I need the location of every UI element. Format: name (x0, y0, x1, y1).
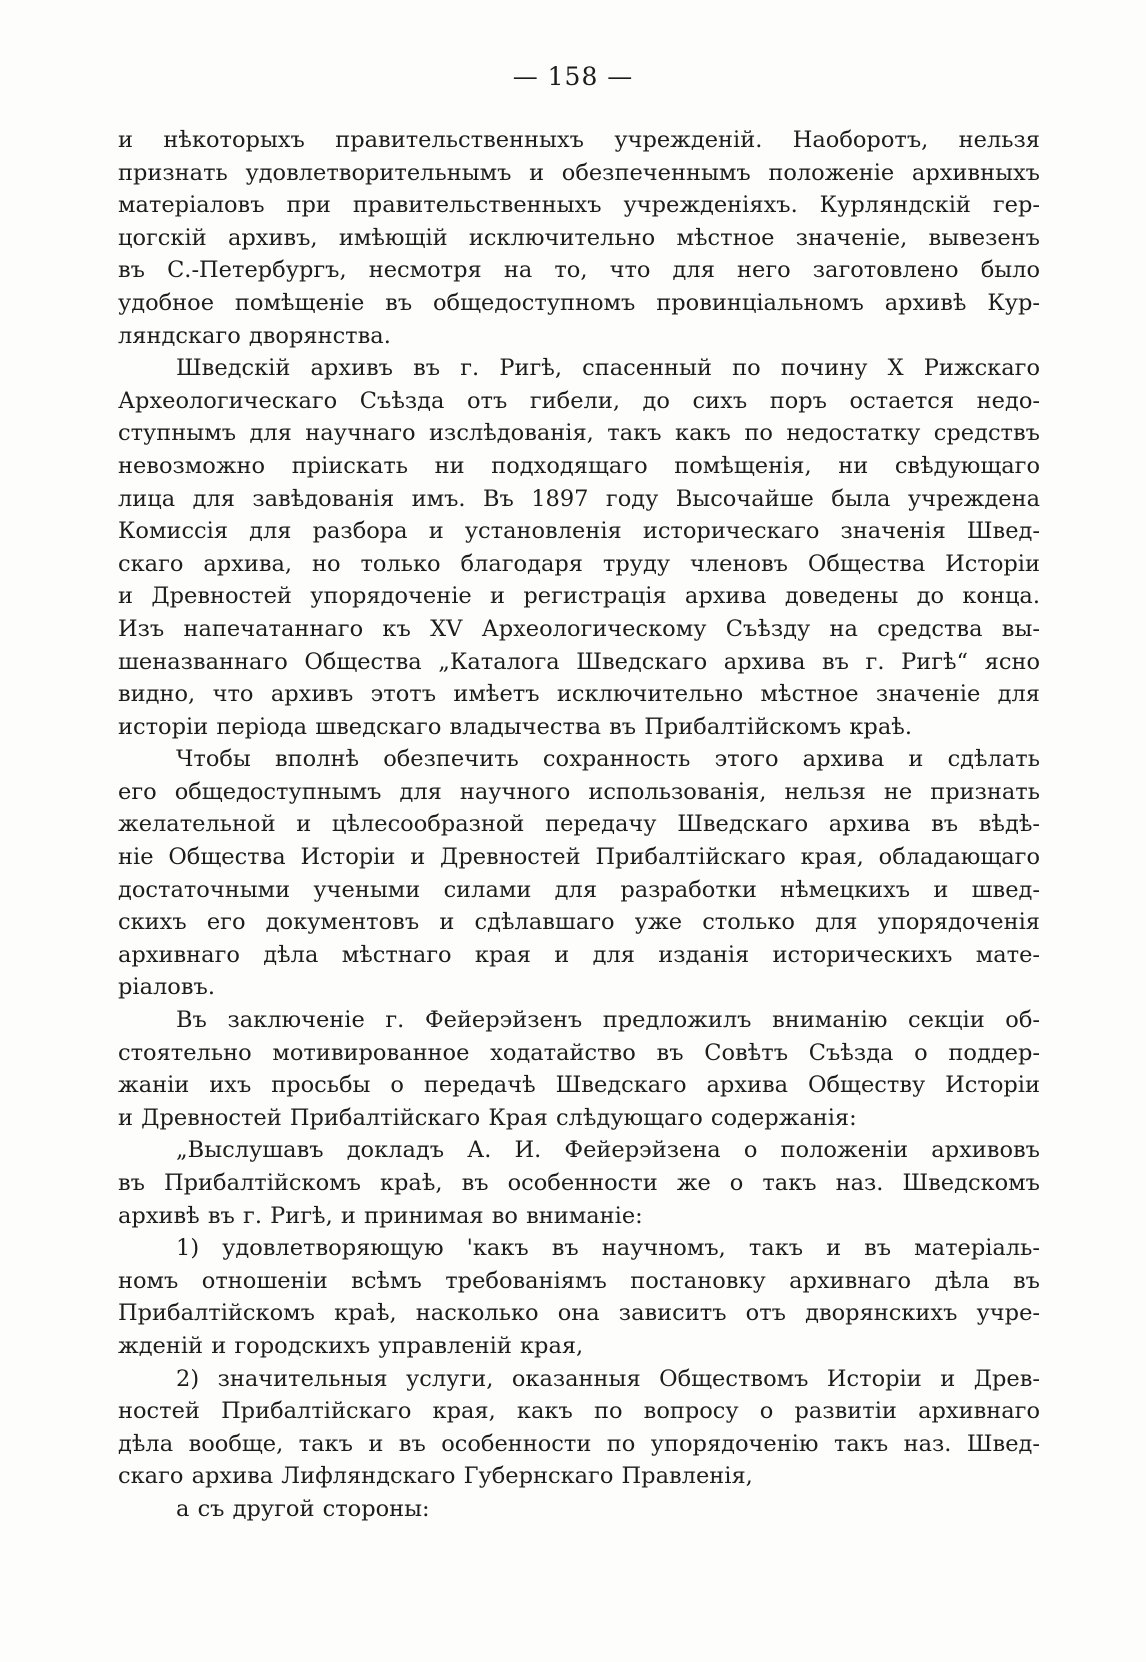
text-line: Чтобы вполнѣ обезпечить сохранность этого архива и сдѣлать (176, 746, 1040, 773)
text-line: дѣла вообще, такъ и въ особенности по упорядоченію такъ наз. Швед- (118, 1430, 1040, 1457)
text-column (118, 124, 1040, 1526)
text-line: скаго архива, но только благодаря труду членовъ Общества Исторіи (118, 550, 1040, 577)
text-line: стоятельно мотивированное ходатайство въ Совѣтъ Съѣзда о поддер- (118, 1039, 1040, 1066)
text-line: скаго архива Лифляндскаго Губернскаго Правленія, (118, 1463, 753, 1490)
text-line: и Древностей упорядоченіе и регистрація архива доведены до конца. (118, 583, 1040, 610)
text-line: и нѣкоторыхъ правительственныхъ учрежденій. Наоборотъ, нельзя (118, 127, 1040, 153)
text-line: желательной и цѣлесообразной передачу Шведскаго архива въ вѣдѣ- (118, 811, 1040, 838)
text-line: и Древностей Прибалтійскаго Края слѣдующаго содержанія: (118, 1104, 857, 1131)
text-line: жденій и городскихъ управленій края, (118, 1332, 584, 1359)
list-item (118, 1363, 1040, 1493)
text-line: Прибалтійскомъ краѣ, насколько она зависитъ отъ дворянскихъ учре- (118, 1300, 1040, 1327)
text-line: невозможно пріискать ни подходящаго помѣщенія, ни свѣдующаго (118, 452, 1040, 479)
text-line: ріаловъ. (118, 974, 215, 1001)
text-line: 1) удовлетворяющую 'какъ въ научномъ, такъ и въ матеріаль- (176, 1235, 1040, 1262)
text-line: Археологическаго Съѣзда отъ гибели, до сихъ поръ остается недо- (118, 387, 1040, 414)
text-line: исторіи періода шведскаго владычества въ Прибалтійскомъ краѣ. (118, 713, 912, 740)
paragraph (118, 1004, 1040, 1134)
text-line: архивнаго дѣла мѣстнаго края и для изданія историческихъ мате- (118, 941, 1040, 968)
text-line: въ Прибалтійскомъ краѣ, въ особенности же о такъ наз. Шведскомъ (118, 1170, 1040, 1196)
text-line: лица для завѣдованія имъ. Въ 1897 году Высочайше была учреждена (118, 485, 1040, 512)
paragraph (118, 1493, 1040, 1526)
text-line: Изъ напечатаннаго къ XV Археологическому Съѣзду на средства вы- (118, 615, 1040, 642)
text-line: 2) значительныя услуги, оказанныя Обществомъ Исторіи и Древ- (176, 1365, 1040, 1392)
text-line: признать удовлетворительнымъ и обезпеченнымъ положеніе архивныхъ (118, 159, 1040, 186)
text-line: ступнымъ для научнаго изслѣдованія, такъ какъ по недостатку средствъ (118, 420, 1040, 447)
paragraph (118, 352, 1040, 743)
text-line: архивѣ въ г. Ригѣ, и принимая во вниманіе: (118, 1202, 643, 1229)
text-line: цогскій архивъ, имѣющій исключительно мѣстное значеніе, вывезенъ (118, 224, 1040, 251)
text-line: Комиссія для разбора и установленія историческаго значенія Швед- (118, 518, 1040, 545)
text-line: Шведскій архивъ въ г. Ригѣ, спасенный по почину X Рижскаго (176, 355, 1040, 382)
text-line: скихъ его документовъ и сдѣлавшаго уже столько для упорядоченія (118, 909, 1040, 936)
text-line: ніе Общества Исторіи и Древностей Прибалтійскаго края, обладающаго (118, 844, 1040, 871)
text-line: „Выслушавъ докладъ А. И. Фейерэйзена о положеніи архивовъ (176, 1137, 1040, 1164)
text-line: жаніи ихъ просьбы о передачѣ Шведскаго архива Обществу Исторіи (118, 1072, 1040, 1099)
text-line: ляндскаго дворянства. (118, 322, 391, 349)
text-line: шеназваннаго Общества „Каталога Шведскаго архива въ г. Ригѣ“ ясно (118, 648, 1040, 675)
text-line: матеріаловъ при правительственныхъ учрежденіяхъ. Курляндскій гер- (118, 192, 1040, 219)
list-item (118, 1232, 1040, 1362)
paragraph (118, 743, 1040, 1004)
quoted-paragraph (118, 1134, 1040, 1232)
text-line: въ С.-Петербургъ, несмотря на то, что для него заготовлено было (118, 257, 1040, 284)
page-number: — 158 — (512, 62, 634, 91)
text-line: его общедоступнымъ для научного использованія, нельзя не признать (118, 778, 1040, 805)
text-line: ностей Прибалтійскаго края, какъ по вопросу о развитіи архивнаго (118, 1398, 1040, 1425)
text-line: видно, что архивъ этотъ имѣетъ исключительно мѣстное значеніе для (118, 681, 1040, 708)
text-line: Въ заключеніе г. Фейерэйзенъ предложилъ вниманію секціи об- (176, 1007, 1040, 1034)
text-line: удобное помѣщеніе въ общедоступномъ провинціальномъ архивѣ Кур- (118, 289, 1040, 316)
text-line: номъ отношеніи всѣмъ требованіямъ постановку архивнаго дѣла въ (118, 1267, 1040, 1294)
text-line: а съ другой стороны: (176, 1495, 430, 1522)
text-line: достаточными учеными силами для разработки нѣмецкихъ и швед- (118, 876, 1040, 903)
paragraph (118, 124, 1040, 352)
